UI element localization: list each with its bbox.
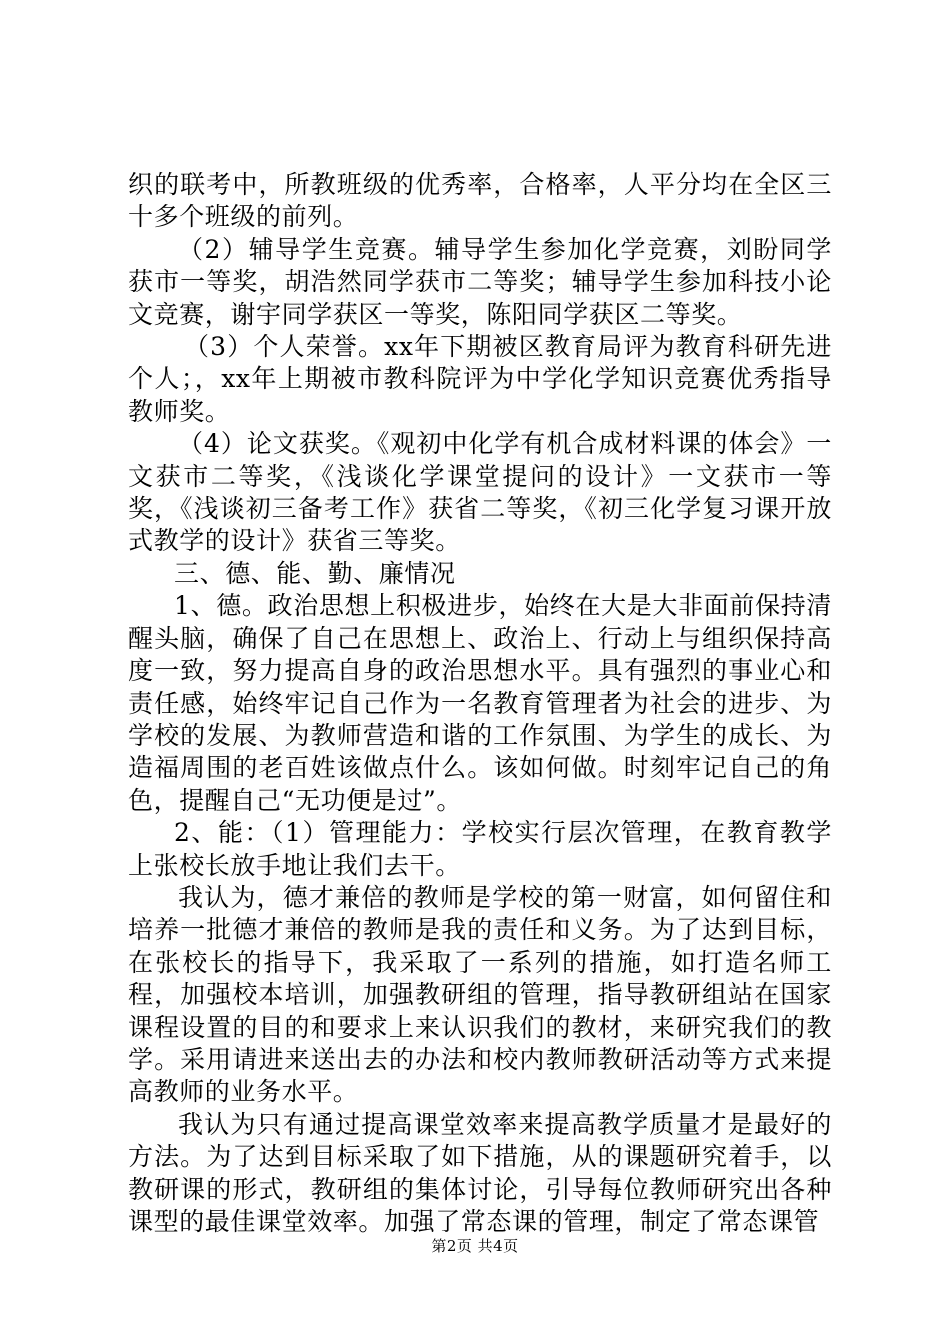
paragraph-classroom-efficiency: 我认为只有通过提高课堂效率来提高教学质量才是最好的方法。为了达到目标采取了如下措施，从的课题研究着手，以教研课的形式，教研组的集体讨论，引导每位教师研究出各种课型的最佳课堂效率。加强了常态课的管理，制定了常态课管 bbox=[128, 1109, 832, 1236]
paragraph-ability: 2、能：（1）管理能力：学校实行层次管理，在教育教学上张校长放手地让我们去干。 bbox=[128, 818, 832, 880]
paragraph-teacher-development: 我认为，德才兼倍的教师是学校的第一财富，如何留住和培养一批德才兼倍的教师是我的责任和义务。为了达到目标，在张校长的指导下，我采取了一系列的措施，如打造名师工程，加强校本培训，加强教研组的管理，指导教研组站在国家课程设置的目的和要求上来认识我们的教材，来研究我们的教学。采用请进来送出去的办法和校内教师教研活动等方式来提高教师的业务水平。 bbox=[128, 882, 832, 1107]
paragraph-ethics: 1、德。政治思想上积极进步，始终在大是大非面前保持清醒头脑，确保了自己在思想上、政治上、行动上与组织保持高度一致，努力提高自身的政治思想水平。具有强烈的事业心和责任感，始终牢记自己作为一名教育管理者为社会的进步、为学校的发展、为教师营造和谐的工作氛围、为学生的成长、为造福周围的老百姓该做点什么。该如何做。时刻牢记自己的角色，提醒自己“无功便是过”。 bbox=[128, 591, 832, 815]
paragraph-exam-results: 织的联考中，所教班级的优秀率，合格率，人平分均在全区三十多个班级的前列。 bbox=[128, 170, 832, 232]
paragraph-student-competitions: （2）辅导学生竞赛。辅导学生参加化学竞赛，刘盼同学获市一等奖，胡浩然同学获市二等奖；辅导学生参加科技小论文竞赛，谢宇同学获区一等奖，陈阳同学获区二等奖。 bbox=[128, 234, 832, 329]
page-total: 共4页 bbox=[477, 1237, 519, 1255]
page-number: 第2页 bbox=[431, 1237, 473, 1255]
paragraph-personal-honors: （3）个人荣誉。xx年下期被区教育局评为教育科研先进个人；，xx年上期被市教科院评为中学化学知识竞赛优秀指导教师奖。 bbox=[128, 332, 832, 426]
paragraph-paper-awards: （4）论文获奖。《观初中化学有机合成材料课的体会》一文获市二等奖，《浅谈化学课堂提问的设计》一文获市一等奖，《浅谈初三备考工作》获省二等奖，《初三化学复习课开放式教学的设计》获省三等奖。 bbox=[128, 429, 832, 556]
section-heading-ethics-ability: 三、德、能、勤、廉情况 bbox=[174, 558, 456, 588]
document-body bbox=[128, 169, 832, 1238]
page-footer bbox=[0, 1236, 950, 1256]
